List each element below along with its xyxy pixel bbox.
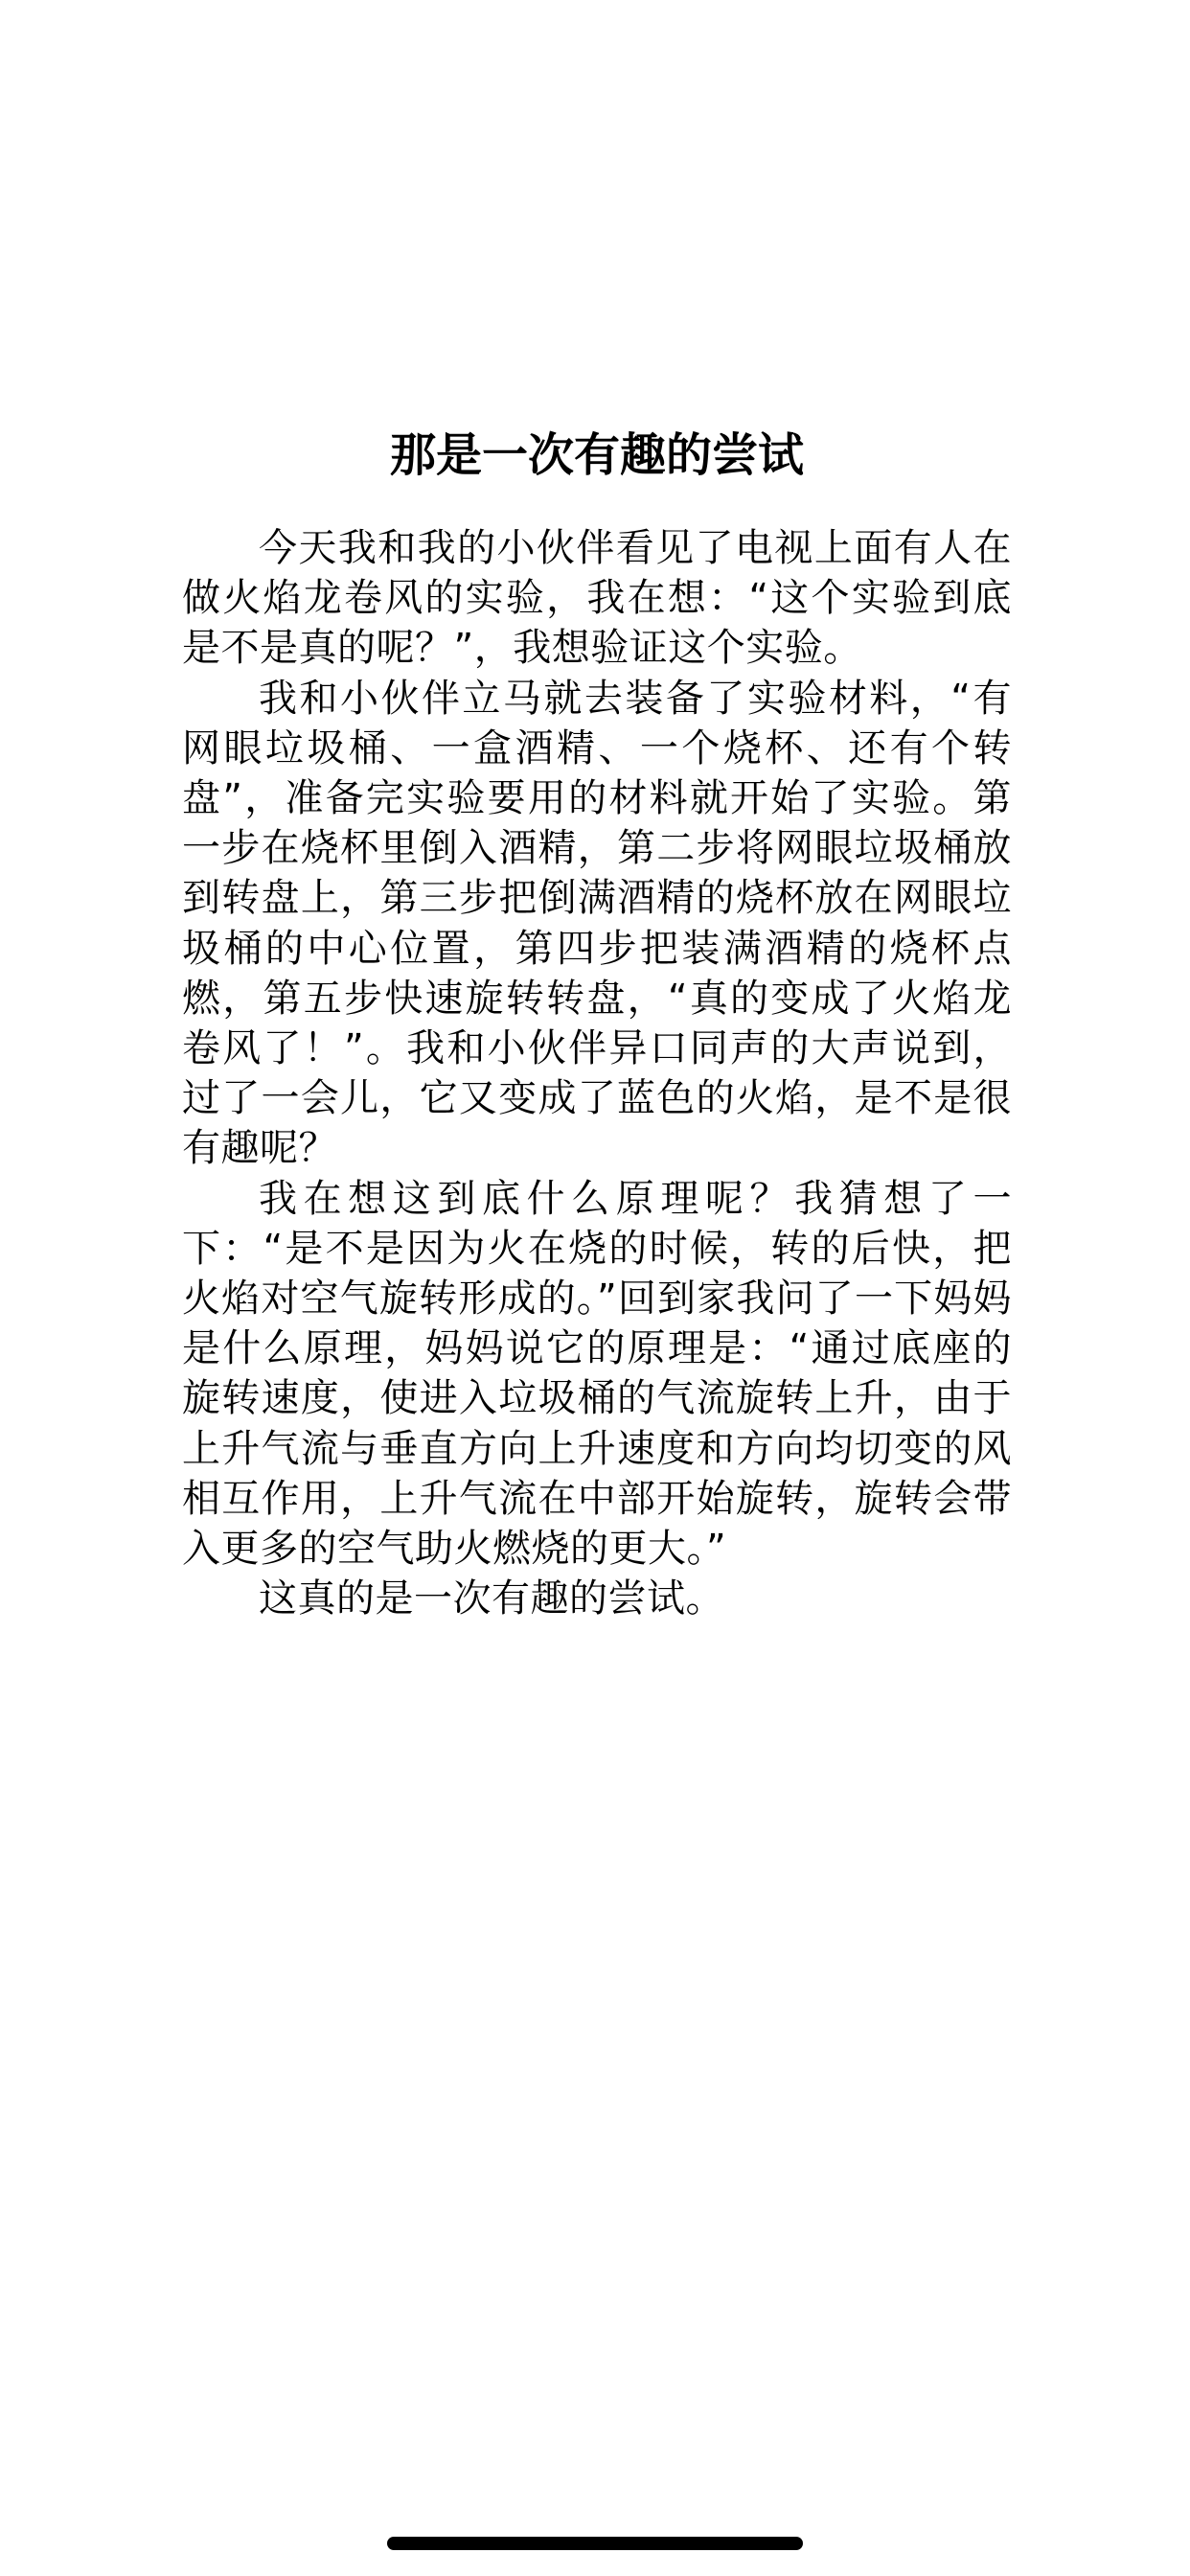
article-paragraph: 这真的是一次有趣的尝试。 [259,1576,724,1622]
article-paragraph: 我和小伙伴立马就去装备了实验材料，“有网眼垃圾桶、一盒酒精、一个烧杯、还有个转盘”，准备完实验要用的材料就开始了实验。第一步在烧杯里倒入酒精，第二步将网眼垃圾桶放到转盘上，第三步把倒满酒精的烧杯放在网眼垃圾桶的中心位置，第四步把装满酒精的烧杯点燃，第五步快速旋转转盘，“真的变成了火焰龙卷风了！”。我和小伙伴异口同声的大声说到，过了一会儿，它又变成了蓝色的火焰，是不是很有趣呢？ [182,676,1012,1171]
article-paragraph: 我在想这到底什么原理呢？我猜想了一下：“是不是因为火在烧的时候，转的后快，把火焰对空气旋转形成的。”回到家我问了一下妈妈是什么原理，妈妈说它的原理是：“通过底座的旋转速度，使进入垃圾桶的气流旋转上升，由于上升气流与垂直方向上升速度和方向均切变的风相互作用，上升气流在中部开始旋转，旋转会带入更多的空气助火燃烧的更大。” [182,1176,1012,1572]
article [182,420,1012,1623]
article-body [182,523,1012,1623]
article-paragraph: 今天我和我的小伙伴看见了电视上面有人在做火焰龙卷风的实验，我在想：“这个实验到底是不是真的呢？”，我想验证这个实验。 [182,526,1012,671]
home-indicator[interactable] [387,2537,803,2550]
article-title: 那是一次有趣的尝试 [389,428,804,482]
